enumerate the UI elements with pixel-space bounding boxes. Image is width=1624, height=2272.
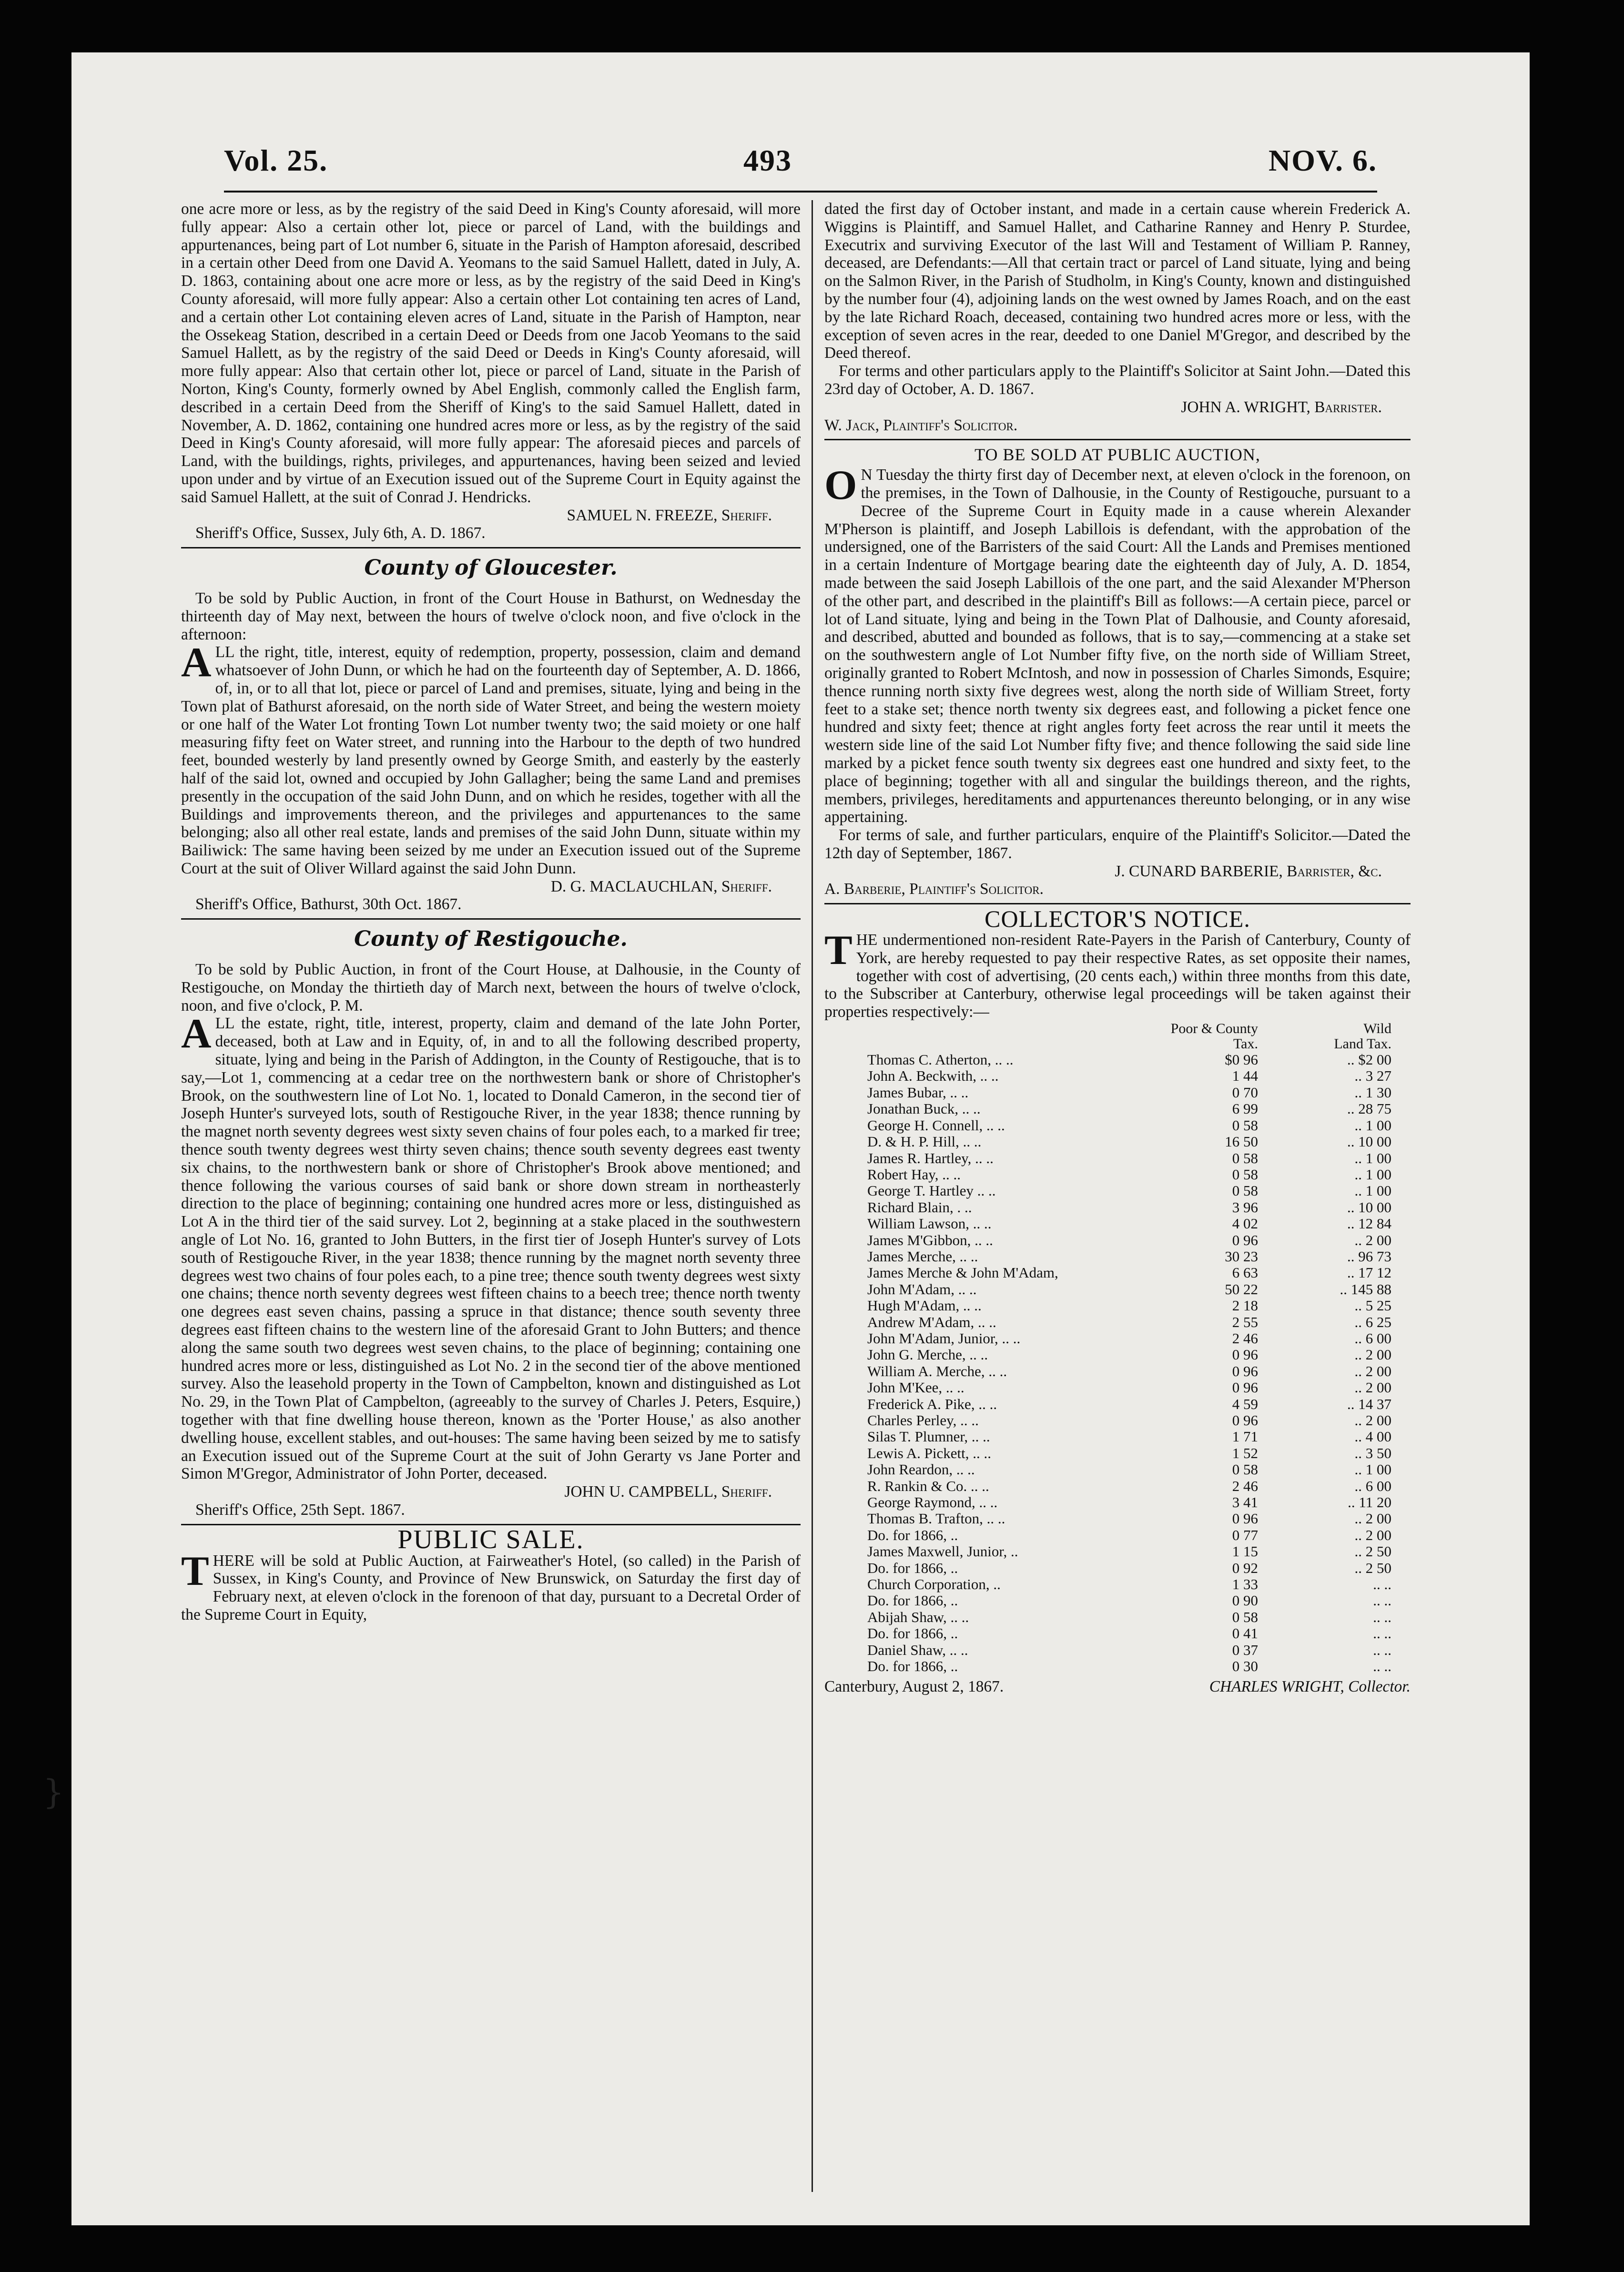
section-rule [181, 547, 801, 548]
ratepayer-name: James Bubar, .. .. [867, 1084, 969, 1101]
page-number: 493 [743, 143, 792, 177]
poor-county-tax: 0 58 [1232, 1116, 1258, 1134]
wild-land-tax: .. 1 00 [1354, 1166, 1391, 1183]
rates-header-row [867, 1021, 1391, 1052]
wild-land-tax: .. $2 00 [1347, 1051, 1391, 1068]
terms-line: For terms and other particulars apply to the Plaintiff's Solicitor at Saint John.—Dated this 23rd day of October, A. D. 1867. [824, 362, 1411, 398]
wild-land-tax: .. 6 25 [1354, 1313, 1391, 1330]
poor-county-tax: 2 46 [1232, 1477, 1258, 1494]
wild-land-tax: .. 2 50 [1354, 1543, 1391, 1560]
section-rule [824, 903, 1411, 904]
wild-land-tax: .. 10 00 [1347, 1198, 1391, 1216]
ratepayer-name: Do. for 1866, .. [867, 1526, 958, 1543]
ratepayer-name: Daniel Shaw, .. .. [867, 1641, 968, 1658]
poor-county-tax: 0 58 [1232, 1461, 1258, 1478]
volume-label: Vol. 25. [224, 143, 328, 177]
poor-county-tax: 0 37 [1232, 1641, 1258, 1658]
poor-county-tax: 0 77 [1232, 1526, 1258, 1543]
rates-table [867, 1021, 1391, 1674]
drop-cap: A [181, 639, 212, 686]
rate-row [867, 1314, 1391, 1330]
rate-row [867, 1494, 1391, 1511]
continued-notice-text: dated the first day of October instant, and made in a certain cause wherein Frederick A. Wiggins is Plaintiff, and Samuel Hallet, and Catharine Ranney and Henry P. Sturdee, Executrix and surviving Executor of the last Will and Testament of William P. Ranney, deceased, are Defendants:—All that certain tract or parcel of Land situate, lying and being on the Salmon River, in the Parish of Studholm, in King's County, known and distinguished by the number four (4), adjoining lands on the west owned by James Roach, and on the east by the late Richard Roach, deceased, containing two hundred acres more or less, with the exception of seven acres in the rear, deeded to one Daniel M'Gregor, and described by the Deed thereof. [824, 200, 1411, 362]
poor-county-tax: 6 63 [1232, 1264, 1258, 1281]
poor-county-tax: 50 22 [1225, 1280, 1258, 1298]
section-heading: County of Gloucester. [364, 556, 618, 580]
poor-county-tax: 6 99 [1232, 1100, 1258, 1117]
poor-county-tax: 1 52 [1232, 1444, 1258, 1461]
poor-county-tax: 2 46 [1232, 1329, 1258, 1347]
poor-county-tax: 0 58 [1232, 1608, 1258, 1625]
wild-land-tax: .. 17 12 [1347, 1264, 1391, 1281]
wild-land-tax: .. .. [1373, 1576, 1391, 1593]
drop-cap: A [181, 1011, 212, 1057]
rate-row [867, 1199, 1391, 1216]
rates-body [867, 1052, 1391, 1674]
notice-body [824, 462, 1411, 826]
poor-county-tax: 0 90 [1232, 1592, 1258, 1609]
rate-row [867, 1543, 1391, 1560]
wild-land-tax: .. 96 73 [1347, 1248, 1391, 1265]
rate-row [867, 1576, 1391, 1592]
left-column [181, 200, 801, 1624]
ratepayer-name: Jonathan Buck, .. .. [867, 1100, 981, 1117]
wild-land-tax: .. 1 00 [1354, 1149, 1391, 1166]
poor-county-tax: 0 92 [1232, 1559, 1258, 1576]
rate-row [867, 1166, 1391, 1183]
ratepayer-name: James Merche & John M'Adam, [867, 1264, 1058, 1281]
notice-text: HERE will be sold at Public Auction, at Fairweather's Hotel, (so called) in the Parish of Sussex, in King's County, and Province of New Brunswick, on Saturday the first day of February next, at eleven o'clock in the forenoon of that day, pursuant to a Decretal Order of the Supreme Court in Equity, [181, 1552, 801, 1623]
notice-text: LL the right, title, interest, equity of redemption, property, possession, claim and demand whatsoever of John Dunn, or which he had on the fourteenth day of September, A. D. 1866, of, in, or to all that lot, piece or parcel of Land and premises, situate, lying and being in the Town plat of Bathurst aforesaid, on the north side of Water Street, and being the western moiety or one half of the Water Lot fronting Town Lot number twenty two; the said moiety or one half measuring fifty feet on Water street, and running into the Harbour to the depth of two hundred feet, bounded westerly by land presently owned by George Smith, and easterly by the easterly half of the said lot, owned and occupied by John Gallagher; being the same Land and premises presently in the occupation of the said John Dunn, and on which he resides, together with all the Buildings and improvements thereon, and the privileges and appurtenances to the same belonging; also all other real estate, lands and premises of the said John Dunn, situate within my Bailiwick: The same having been seized by me under an Execution issued out of the Supreme Court at the suit of Oliver Willard against the said John Dunn. [181, 643, 801, 877]
signature: JOHN A. WRIGHT, Barrister. [1181, 398, 1382, 416]
poor-county-tax: 0 58 [1232, 1166, 1258, 1183]
rate-row [867, 1527, 1391, 1543]
poor-county-tax: 0 30 [1232, 1658, 1258, 1675]
ratepayer-name: D. & H. P. Hill, .. .. [867, 1133, 982, 1150]
section-heading: COLLECTOR'S NOTICE. [985, 905, 1250, 933]
notice-body [181, 639, 801, 877]
notice-intro: To be sold by Public Auction, in front of the Court House in Bathurst, on Wednesday the thirteenth day of May next, between the hours of twelve o'clock noon, and five o'clock in the afternoon: [181, 589, 801, 643]
rate-row [867, 1658, 1391, 1674]
signature: J. CUNARD BARBERIE, Barrister, &c. [1115, 862, 1382, 880]
ratepayer-name: John Reardon, .. .. [867, 1461, 975, 1478]
footer-date: Canterbury, August 2, 1867. [824, 1677, 1004, 1695]
poor-county-tax: 4 59 [1232, 1395, 1258, 1412]
rate-row [867, 1560, 1391, 1576]
poor-county-tax: 3 41 [1232, 1494, 1258, 1511]
wild-land-tax: .. 3 27 [1354, 1067, 1391, 1085]
poor-county-tax: 0 96 [1232, 1510, 1258, 1527]
signature: D. G. MACLAUCHLAN, Sheriff. [550, 877, 772, 895]
column-divider [812, 200, 813, 2192]
notice-text: HE undermentioned non-resident Rate-Payers in the Parish of Canterbury, County of York, are hereby requested to pay their respective Rates, as set opposite their names, together with cost of advertising, (20 cents each,) within three months from this date, to the Subscriber at Canterbury, otherwise legal proceedings will be taken against their properties respectively:— [824, 931, 1411, 1021]
wild-land-tax: .. 2 50 [1354, 1559, 1391, 1576]
ratepayer-name: James Merche, .. .. [867, 1248, 978, 1265]
wild-land-tax: .. 2 00 [1354, 1510, 1391, 1527]
wild-land-tax: .. .. [1373, 1608, 1391, 1625]
drop-cap: T [181, 1548, 209, 1594]
notice-text: N Tuesday the thirty first day of December next, at eleven o'clock in the forenoon, on the premises, in the Town of Dalhousie, in the County of Restigouche, pursuant to a Decree of the Supreme Court in Equity made in a cause wherein Alexander M'Pherson is plaintiff, and Joseph Labillois is defendant, with the approbation of the undersigned, one of the Barristers of the said Court: All the Lands and Premises mentioned in a certain Indenture of Mortgage bearing date the eighteenth day of July, A. D. 1854, made between the said Joseph Labillois of the one part, and the said Alexander M'Pherson of the other part, and described in the plaintiff's Bill as follows:—A certain piece, parcel or lot of Land situate, lying and being in the Town Plat of Dalhousie, and County aforesaid, and described, abutted and bounded as follows, that is to say,—commencing at a stake set on the southwestern angle of Lot Number fifty five, on the north side of William Street, originally granted to Robert McIntosh, and now in possession of Charles Simonds, Esquire; thence running north sixty five degrees west, along the north side of William Street, forty feet to a stake set; thence north twenty six degrees east, and following a picket fence one hundred and sixty feet; thence at right angles forty feet across the rear until it meets the western side line of the said Lot Number fifty five; and thence following the said side line marked by a picket fence south twenty six degrees east one hundred and sixty feet, to the place of beginning; together with all and singular the buildings thereon, and the rights, members, privileges, hereditaments and appurtenances thereunto belonging, or in any wise appertaining. [824, 466, 1411, 826]
rate-row [867, 1642, 1391, 1658]
wild-land-tax: .. 6 00 [1354, 1329, 1391, 1347]
ratepayer-name: Frederick A. Pike, .. .. [867, 1395, 997, 1412]
poor-county-tax: 0 41 [1232, 1625, 1258, 1642]
ratepayer-name: George H. Connell, .. .. [867, 1116, 1005, 1134]
wild-land-tax: .. 2 00 [1354, 1526, 1391, 1543]
collector-footer [824, 1678, 1411, 1696]
rate-row [867, 1379, 1391, 1396]
ratepayer-name: George Raymond, .. .. [867, 1494, 998, 1511]
rate-row [867, 1183, 1391, 1199]
ratepayer-name: John M'Kee, .. .. [867, 1379, 964, 1396]
solicitor-line: W. Jack, Plaintiff's Solicitor. [824, 416, 1018, 434]
wild-land-tax: .. 2 00 [1354, 1346, 1391, 1363]
ratepayer-name: Andrew M'Adam, .. .. [867, 1313, 996, 1330]
wild-land-tax: .. 2 00 [1354, 1362, 1391, 1379]
rate-row [867, 1330, 1391, 1347]
rate-row [867, 1134, 1391, 1150]
poor-county-tax: 0 58 [1232, 1182, 1258, 1199]
poor-county-tax: 1 15 [1232, 1543, 1258, 1560]
rate-row [867, 1101, 1391, 1117]
rate-row [867, 1232, 1391, 1248]
wild-land-tax: .. .. [1373, 1625, 1391, 1642]
poor-county-tax: 0 96 [1232, 1412, 1258, 1429]
rate-row [867, 1347, 1391, 1363]
wild-land-tax: .. 14 37 [1347, 1395, 1391, 1412]
wild-land-tax: .. 28 75 [1347, 1100, 1391, 1117]
wild-land-tax: .. 3 50 [1354, 1444, 1391, 1461]
ratepayer-name: Do. for 1866, .. [867, 1625, 958, 1642]
section-rule [824, 439, 1411, 440]
ratepayer-name: Abijah Shaw, .. .. [867, 1608, 969, 1625]
poor-county-tax: 1 33 [1232, 1576, 1258, 1593]
notice-body [824, 927, 1411, 1021]
rate-row [867, 1396, 1391, 1412]
rate-row [867, 1609, 1391, 1625]
wild-land-tax: .. 12 84 [1347, 1215, 1391, 1232]
rate-row [867, 1625, 1391, 1642]
wild-land-tax: .. 2 00 [1354, 1412, 1391, 1429]
rate-row [867, 1281, 1391, 1298]
poor-county-tax: 3 96 [1232, 1198, 1258, 1216]
solicitor-line: A. Barberie, Plaintiff's Solicitor. [824, 880, 1044, 898]
poor-county-tax: 16 50 [1225, 1133, 1258, 1150]
sheriff-office-line: Sheriff's Office, 25th Sept. 1867. [195, 1501, 405, 1519]
drop-cap: O [824, 462, 857, 509]
rate-row [867, 1461, 1391, 1478]
right-column [824, 200, 1411, 1695]
section-heading: TO BE SOLD AT PUBLIC AUCTION, [974, 445, 1260, 465]
poor-county-tax: 0 96 [1232, 1346, 1258, 1363]
rate-row [867, 1429, 1391, 1445]
ratepayer-name: James M'Gibbon, .. .. [867, 1231, 993, 1248]
ratepayer-name: Hugh M'Adam, .. .. [867, 1297, 982, 1314]
poor-county-tax: 2 18 [1232, 1297, 1258, 1314]
header-rule [224, 191, 1377, 193]
sheriff-office-line: Sheriff's Office, Sussex, July 6th, A. D. 1867. [195, 524, 486, 542]
poor-county-tax: 0 96 [1232, 1379, 1258, 1396]
poor-county-tax: 0 96 [1232, 1362, 1258, 1379]
poor-county-tax: 0 58 [1232, 1149, 1258, 1166]
wild-land-tax: .. .. [1373, 1658, 1391, 1675]
wild-land-tax: .. 5 25 [1354, 1297, 1391, 1314]
rate-row [867, 1478, 1391, 1494]
poor-county-tax: 0 96 [1232, 1231, 1258, 1248]
poor-county-tax: 1 71 [1232, 1428, 1258, 1445]
wild-land-tax: .. 2 00 [1354, 1231, 1391, 1248]
poor-county-tax: 30 23 [1225, 1248, 1258, 1265]
ratepayer-name: Do. for 1866, .. [867, 1658, 958, 1675]
notice-body [181, 1548, 801, 1624]
ratepayer-name: Thomas B. Trafton, .. .. [867, 1510, 1005, 1527]
poor-county-tax: 0 70 [1232, 1084, 1258, 1101]
wild-land-tax: .. .. [1373, 1592, 1391, 1609]
poor-county-tax: 1 44 [1232, 1067, 1258, 1085]
wild-land-tax: .. 1 30 [1354, 1084, 1391, 1101]
poor-county-tax: $0 96 [1225, 1051, 1258, 1068]
signature: SAMUEL N. FREEZE, Sheriff. [567, 506, 772, 524]
wild-land-tax: .. 145 88 [1340, 1280, 1391, 1298]
ratepayer-name: Richard Blain, . .. [867, 1198, 972, 1216]
ratepayer-name: John A. Beckwith, .. .. [867, 1067, 999, 1085]
ratepayer-name: Do. for 1866, .. [867, 1592, 958, 1609]
rate-row [867, 1298, 1391, 1314]
ratepayer-name: Robert Hay, .. .. [867, 1166, 961, 1183]
ratepayer-name: John M'Adam, Junior, .. .. [867, 1329, 1021, 1347]
continued-notice-text: one acre more or less, as by the registry of the said Deed in King's County aforesaid, will more fully appear: Also a certain other lot, piece or parcel of Land, with the buildings and appurtenances, being part of Lot number 6, situate in the Parish of Hampton aforesaid, described in a certain other Deed from one David A. Yeomans to the said Samuel Hallett, dated in July, A. D. 1863, containing about one acre more or less, as by the registry of the said Deed in King's County aforesaid, will more fully appear: Also a certain other Lot containing ten acres of Land, and a certain other Lot containing eleven acres of Land, situate in the Parish of Hampton, near the Ossekeag Station, described in a certain Deed or Deeds from one Jacob Yeomans to the said Samuel Hallett, as by the registry of the said Deed or Deeds in King's County aforesaid, will more fully appear: Also that certain other lot, piece or parcel of Land, situate in the Parish of Norton, King's County, formerly owned by Abel English, commonly called the English farm, described in a certain Deed from the Sheriff of King's to the said Samuel Hallett, dated in November, A. D. 1862, containing one hundred acres more or less, as by the registry of the said Deed in King's County aforesaid, will more fully appear: The aforesaid pieces and parcels of Land, with the buildings, rights, privileges, and appurtenances, having been seized and levied upon under and by virtue of an Execution issued out of the Supreme Court in Equity against the said Samuel Hallett, at the suit of Conrad J. Hendricks. [181, 200, 801, 506]
rate-row [867, 1085, 1391, 1101]
section-heading: PUBLIC SALE. [397, 1524, 584, 1554]
ratepayer-name: Thomas C. Atherton, .. .. [867, 1051, 1014, 1068]
wild-land-tax: .. 2 00 [1354, 1379, 1391, 1396]
notice-intro: To be sold by Public Auction, in front of the Court House, at Dalhousie, in the County of Restigouche, on Monday the thirtieth day of March next, between the hours of twelve o'clock, noon, and five o'clock, P. M. [181, 961, 801, 1014]
poor-county-tax: 4 02 [1232, 1215, 1258, 1232]
ratepayer-name: Silas T. Plumner, .. .. [867, 1428, 990, 1445]
rate-row [867, 1511, 1391, 1527]
wild-land-tax: .. 1 00 [1354, 1461, 1391, 1478]
rate-row [867, 1265, 1391, 1281]
ratepayer-name: Church Corporation, .. [867, 1576, 1001, 1593]
wild-land-tax: .. 1 00 [1354, 1182, 1391, 1199]
issue-date: NOV. 6. [1269, 143, 1377, 177]
signature: JOHN U. CAMPBELL, Sheriff. [564, 1483, 772, 1501]
ratepayer-name: James Maxwell, Junior, .. [867, 1543, 1018, 1560]
wild-land-tax-header: Wild Land Tax. [1334, 1021, 1391, 1052]
ratepayer-name: John M'Adam, .. .. [867, 1280, 977, 1298]
rate-row [867, 1068, 1391, 1084]
rate-row [867, 1052, 1391, 1068]
margin-mark: } [43, 1773, 64, 1812]
rate-row [867, 1117, 1391, 1134]
collector-signature: CHARLES WRIGHT, Collector. [1209, 1677, 1411, 1695]
notice-text: LL the estate, right, title, interest, property, claim and demand of the late John Porter, deceased, both at Law and in Equity, of, in and to all the following described property, situate, lying and being in the Parish of Addington, in the County of Restigouche, that is to say,—Lot 1, commencing at a cedar tree on the northwestern bank or shore of Christopher's Brook, on the southwestern line of Lot No. 1, located to Donald Cameron, in the second tier of Joseph Hunter's surveyed lots, south of Restigouche River, in the year 1838; thence running by the magnet north seventy degrees west sixty seven chains of four poles each, to a marked fir tree; thence south twenty degrees west thirty seven chains; thence south seventy degrees east twenty six chains, to the northwestern bank or shore of Christopher's Brook above mentioned; and thence following the various courses of said bank or shore down stream in northeasterly direction to the place of beginning; containing one hundred acres more or less, distinguished as Lot A in the third tier of the said survey. Lot 2, beginning at a stake placed in the southwestern angle of Lot No. 16, granted to John Butters, in the first tier of Joseph Hunter's survey of Lots south of Restigouche River, in the year 1838; thence running by the magnet north seventy three degrees west two chains of four poles each, to a pine tree; thence south twenty degrees west sixty one chains; thence north seventy degrees west fifteen chains to a beech tree; thence north twenty one degrees east seven chains, passing a spruce in that distance; thence south seventy three degrees east fifteen chains to the western line of the aforesaid Grant to John Butters; and thence along the same south two degrees west seven chains, to the place of beginning; containing one hundred acres more or less, distinguished as Lot No. 2 in the second tier of the above mentioned survey. Also the leasehold property in the Town of Campbelton, known and distinguished as Lot No. 29, in the Town Plat of Campbelton, (agreeably to the survey of Charles J. Peters, Esquire,) together with that fine dwelling house thereon, known as the 'Porter House,' as also another dwelling house, excellent stables, and out-houses: The same having been seized by me to satisfy an Execution issued out of the Supreme Court at the suit of John Gerarty vs Jane Porter and Simon M'Gregor, Administrator of John Porter, deceased. [181, 1014, 801, 1483]
page-header [224, 143, 1377, 205]
wild-land-tax: .. 1 00 [1354, 1116, 1391, 1134]
ratepayer-name: George T. Hartley .. .. [867, 1182, 996, 1199]
ratepayer-name: Charles Perley, .. .. [867, 1412, 979, 1429]
rate-row [867, 1445, 1391, 1461]
ratepayer-name: John G. Merche, .. .. [867, 1346, 988, 1363]
rate-row [867, 1248, 1391, 1265]
terms-line: For terms of sale, and further particulars, enquire of the Plaintiff's Solicitor.—Dated the 12th day of September, 1867. [824, 826, 1411, 862]
drop-cap: T [824, 927, 853, 974]
section-heading: County of Restigouche. [354, 927, 628, 952]
poor-county-tax-header: Poor & County Tax. [1170, 1021, 1258, 1052]
wild-land-tax: .. 6 00 [1354, 1477, 1391, 1494]
ratepayer-name: William Lawson, .. .. [867, 1215, 992, 1232]
wild-land-tax: .. 11 20 [1348, 1494, 1391, 1511]
rate-row [867, 1412, 1391, 1429]
wild-land-tax: .. .. [1373, 1641, 1391, 1658]
wild-land-tax: .. 10 00 [1347, 1133, 1391, 1150]
rate-row [867, 1150, 1391, 1166]
rate-row [867, 1592, 1391, 1609]
ratepayer-name: William A. Merche, .. .. [867, 1362, 1007, 1379]
newspaper-page [71, 52, 1530, 2225]
ratepayer-name: Lewis A. Pickett, .. .. [867, 1444, 992, 1461]
rate-row [867, 1216, 1391, 1232]
ratepayer-name: R. Rankin & Co. .. .. [867, 1477, 989, 1494]
ratepayer-name: James R. Hartley, .. .. [867, 1149, 994, 1166]
notice-body [181, 1011, 801, 1483]
sheriff-office-line: Sheriff's Office, Bathurst, 30th Oct. 1867. [195, 895, 462, 913]
poor-county-tax: 2 55 [1232, 1313, 1258, 1330]
ratepayer-name: Do. for 1866, .. [867, 1559, 958, 1576]
wild-land-tax: .. 4 00 [1354, 1428, 1391, 1445]
rate-row [867, 1363, 1391, 1379]
section-rule [181, 918, 801, 920]
